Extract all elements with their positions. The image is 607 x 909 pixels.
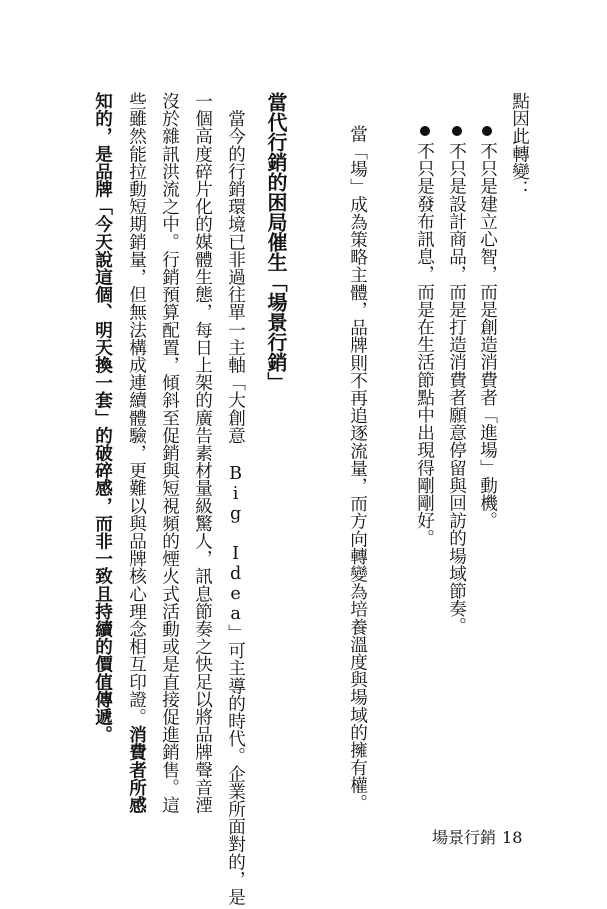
body-column-4-bold: 消費者所感	[126, 725, 148, 814]
bullet-item-1: 不只是建立心智，而是創造消費者「進場」動機。	[477, 142, 498, 530]
bullet-item-2: 不只是設計商品，而是打造消費者願意停留與回訪的場域節奏。	[446, 142, 467, 635]
body-column-1: 當今的行銷環境已非過往單一主軸「大創意 Big Idea」可主導的時代。企業所面對的，是	[225, 92, 246, 906]
bullet-icon	[482, 126, 492, 136]
footer-section-title: 場景行銷	[432, 828, 497, 847]
intro-text: 點因此轉變：	[509, 92, 530, 198]
page-footer	[432, 825, 528, 848]
bullet-icon	[420, 126, 430, 136]
summary-paragraph: 當「場」成為策略主體，品牌則不再追逐流量，而方向轉變為培養溫度與場域的擁有權。	[347, 125, 368, 812]
body-column-3: 沒於雜訊洪流之中。行銷預算配置，傾斜至促銷與短視頻的煙火式活動或是直接促進銷售。這	[159, 92, 180, 814]
body-column-4-text: 些雖然能拉動短期銷量，但無法構成連續體驗，更難以與品牌核心理念相互印證。	[126, 92, 147, 726]
body-column-2: 一個高度碎片化的媒體生態，每日上架的廣告素材量級驚人，訊息節奏之快足以將品牌聲音湮	[192, 92, 213, 814]
body-column-5: 知的，是品牌「今天說這個、明天換一套」的破碎感，而非一致且持續的價值傳遞。	[92, 92, 114, 744]
body-column-4	[127, 92, 146, 814]
section-heading: 當代行銷的困局催生「場景行銷」	[264, 92, 288, 392]
footer-page-number: 18	[502, 828, 523, 847]
bullet-icon	[452, 126, 462, 136]
bullet-item-3: 不只是發布訊息，而是在生活節點中出現得剛剛好。	[414, 142, 435, 547]
